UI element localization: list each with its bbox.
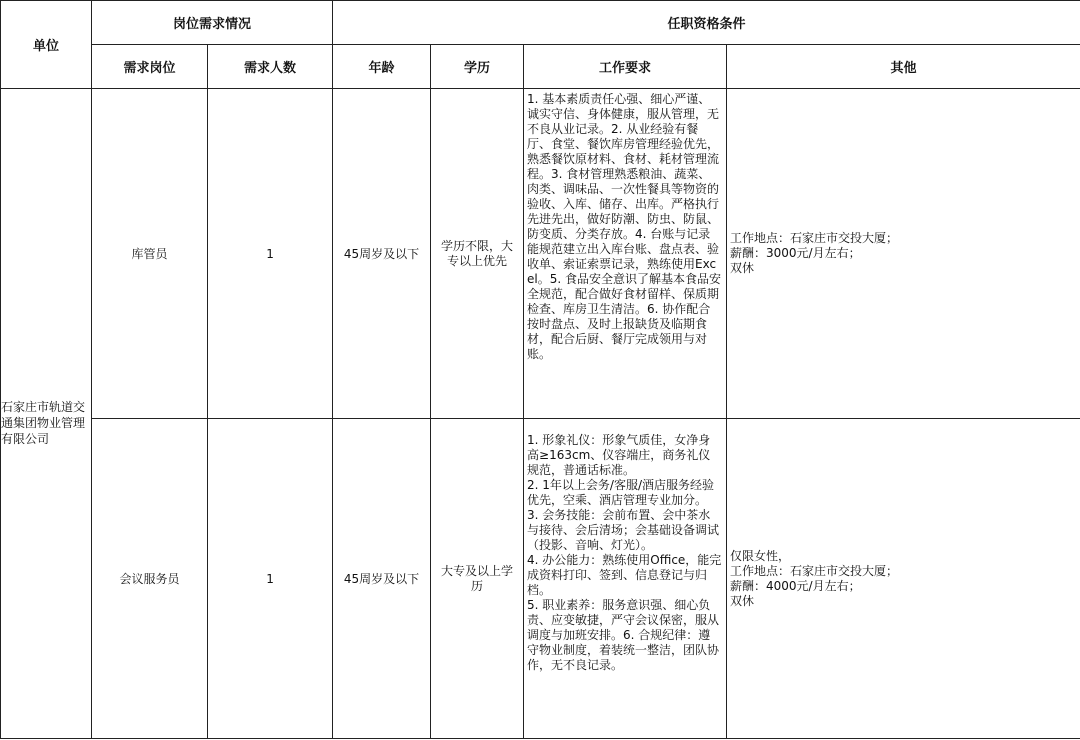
requirements-cell: 1. 基本素质责任心强、细心严谨、诚实守信、身体健康，服从管理，无不良从业记录。2. 从业经验有餐厅、食堂、餐饮库房管理经验优先，熟悉餐饮原材料、食材、耗材管理流程。3. 食材管理熟悉粮油、蔬菜、肉类、调味品、一次性餐具等物资的验收、入库、储存、出库。严格执行先进先出，做好防潮、防虫、防鼠、防变质、分类存放。4. 台账与记录能规范建立出入库台账、盘点表、验收单、索证索票记录，熟练使用Excel。5. 食品安全意识了解基本食品安全规范，配合做好食材留样、保质期检查、库房卫生清洁。6. 协作配合按时盘点、及时上报缺货及临期食材，配合后厨、餐厅完成领用与对账。 bbox=[524, 89, 727, 419]
header-education: 学历 bbox=[431, 45, 524, 89]
headcount-cell: 1 bbox=[208, 89, 333, 419]
header-age: 年龄 bbox=[333, 45, 431, 89]
position-cell: 会议服务员 bbox=[92, 419, 208, 739]
age-cell: 45周岁及以下 bbox=[333, 89, 431, 419]
position-cell: 库管员 bbox=[92, 89, 208, 419]
header-headcount: 需求人数 bbox=[208, 45, 333, 89]
education-cell: 学历不限，大专以上优先 bbox=[431, 89, 524, 419]
header-position-demand: 岗位需求情况 bbox=[92, 1, 333, 45]
header-row-columns bbox=[1, 45, 1080, 89]
header-qualification: 任职资格条件 bbox=[333, 1, 1080, 45]
headcount-cell: 1 bbox=[208, 419, 333, 739]
requirements-cell: 1. 形象礼仪：形象气质佳，女净身高≥163cm、仪容端庄，商务礼仪规范，普通话标准。 2. 1年以上会务/客服/酒店服务经验优先，空乘、酒店管理专业加分。 3. 会务技能：会前布置、会中茶水与接待、会后清场；会基础设备调试（投影、音响、灯光）。 4. 办公能力：熟练使用Office，能完成资料打印、签到、信息登记与归档。 5. 职业素养：服务意识强、细心负责、应变敏捷，严守会议保密，服从调度与加班安排。6. 合规纪律：遵守物业制度，着装统一整洁，团队协作，无不良记录。 bbox=[524, 419, 727, 739]
table-row bbox=[1, 89, 1080, 419]
header-requirements: 工作要求 bbox=[524, 45, 727, 89]
header-other: 其他 bbox=[727, 45, 1080, 89]
header-row-group bbox=[1, 1, 1080, 45]
education-cell: 大专及以上学历 bbox=[431, 419, 524, 739]
header-position: 需求岗位 bbox=[92, 45, 208, 89]
other-cell: 仅限女性， 工作地点：石家庄市交投大厦； 薪酬：4000元/月左右； 双休 bbox=[727, 419, 1080, 739]
age-cell: 45周岁及以下 bbox=[333, 419, 431, 739]
unit-cell: 石家庄市轨道交通集团物业管理有限公司 bbox=[1, 89, 92, 739]
other-cell: 工作地点：石家庄市交投大厦； 薪酬：3000元/月左右； 双休 bbox=[727, 89, 1080, 419]
header-unit: 单位 bbox=[1, 1, 92, 89]
table-row bbox=[1, 419, 1080, 739]
